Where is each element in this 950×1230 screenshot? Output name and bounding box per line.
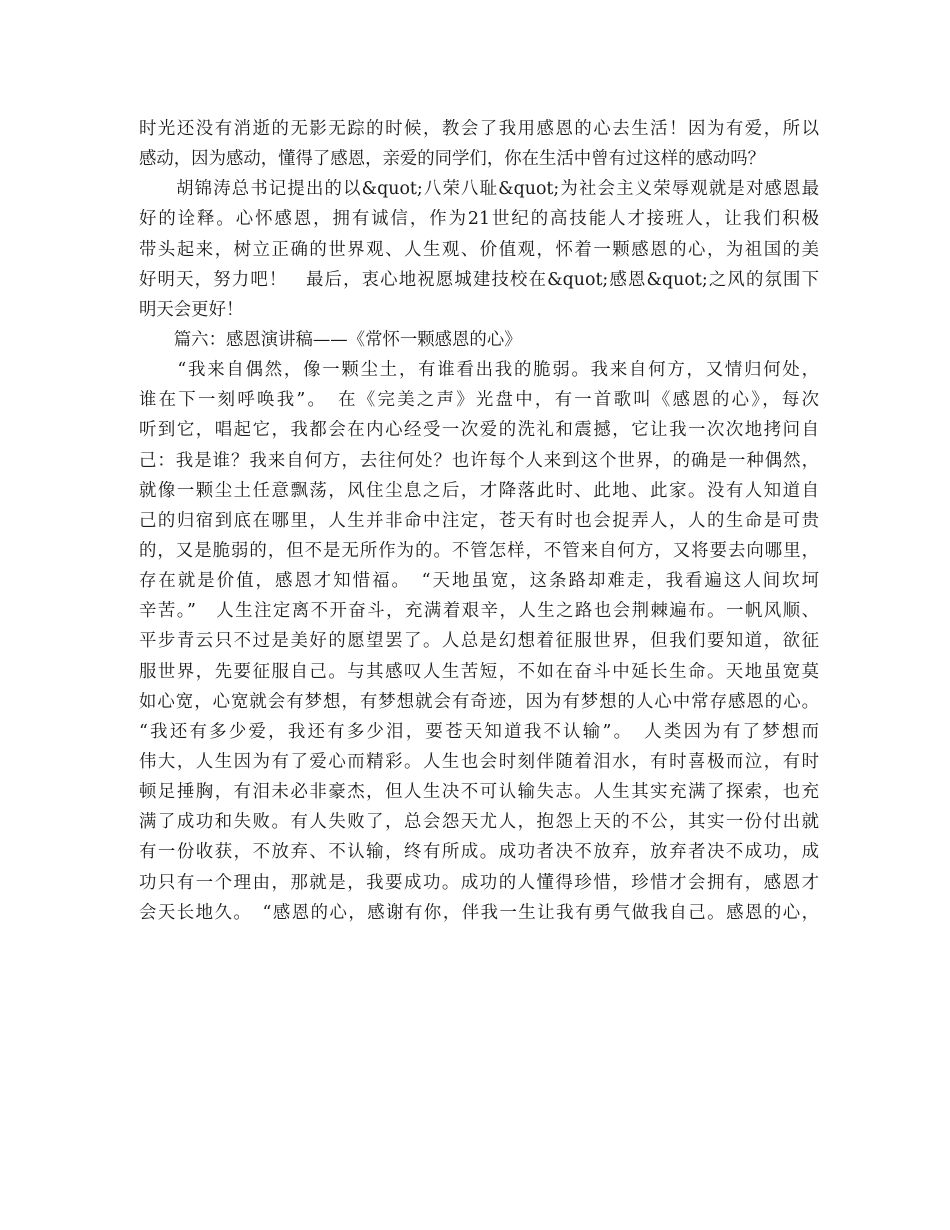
text-line: 己：我是谁？我来自何方，去往何处？也许每个人来到这个世界，的确是一种偶然， xyxy=(139,450,819,471)
text-line: 的，又是脆弱的，但不是无所作为的。不管怎样，不管来自何方，又将要去向哪里， xyxy=(139,540,819,561)
text-line: 就像一颗尘土任意飘荡，风住尘息之后，才降落此时、此地、此家。没有人知道自 xyxy=(139,480,819,501)
text-line: 带头起来，树立正确的世界观、人生观、价值观，怀着一颗感恩的心，为祖国的美 xyxy=(139,239,819,260)
text-line: 己的归宿到底在哪里，人生并非命中注定，苍天有时也会捉弄人，人的生命是可贵 xyxy=(139,510,819,531)
text-line: 感动，因为感动，懂得了感恩，亲爱的同学们，你在生活中曾有过这样的感动吗？ xyxy=(139,149,766,170)
text-line: 满了成功和失败。有人失败了，总会怨天尤人，抱怨上天的不公，其实一份付出就 xyxy=(139,812,819,833)
text-line: 如心宽，心宽就会有梦想，有梦想就会有奇迹，因为有梦想的人心中常存感恩的心。 xyxy=(139,691,819,712)
text-line: 辛苦。” 人生注定离不开奋斗，充满着艰辛，人生之路也会荆棘遍布。一帆风顺、 xyxy=(139,601,819,622)
text-line: 有一份收获，不放弃、不认输，终有所成。成功者决不放弃，放弃者决不成功，成 xyxy=(139,842,819,863)
text-line: 会天长地久。 “感恩的心，感谢有你，伴我一生让我有勇气做我自己。感恩的心， xyxy=(139,902,819,923)
text-line: 时光还没有消逝的无影无踪的时候，教会了我用感恩的心去生活！因为有爱，所以 xyxy=(139,119,819,139)
text-line: 篇六：感恩演讲稿——《常怀一颗感恩的心》 xyxy=(139,329,522,350)
text-line: 伟大，人生因为有了爱心而精彩。人生也会时刻伴随着泪水，有时喜极而泣，有时 xyxy=(139,751,819,772)
text-line: 服世界，先要征服自己。与其感叹人生苦短，不如在奋斗中延长生命。天地虽宽莫 xyxy=(139,661,819,682)
text-line: “我还有多少爱，我还有多少泪，要苍天知道我不认输”。 人类因为有了梦想而 xyxy=(139,721,819,742)
text-line: 明天会更好！ xyxy=(139,299,244,320)
body-text xyxy=(139,114,819,928)
text-line: 好的诠释。心怀感恩，拥有诚信，作为21世纪的高技能人才接班人，让我们积极 xyxy=(139,209,819,230)
text-line: 存在就是价值，感恩才知惜福。 “天地虽宽，这条路却难走，我看遍这人间坎坷 xyxy=(139,571,819,592)
text-line: 好明天，努力吧！ 最后，衷心地祝愿城建技校在&quot;感恩&quot;之风的氛围下 xyxy=(139,269,819,290)
text-line: 功只有一个理由，那就是，我要成功。成功的人懂得珍惜，珍惜才会拥有，感恩才 xyxy=(139,872,819,893)
text-line: “我来自偶然，像一颗尘土，有谁看出我的脆弱。我来自何方，又情归何处， xyxy=(139,360,819,381)
text-line: 听到它，唱起它，我都会在内心经受一次爱的洗礼和震撼，它让我一次次地拷问自 xyxy=(139,420,819,441)
text-line: 顿足捶胸，有泪未必非豪杰，但人生决不可认输失志。人生其实充满了探索，也充 xyxy=(139,782,819,803)
text-line: 平步青云只不过是美好的愿望罢了。人总是幻想着征服世界，但我们要知道，欲征 xyxy=(139,631,819,652)
text-line: 谁在下一刻呼唤我”。 在《完美之声》光盘中，有一首歌叫《感恩的心》，每次 xyxy=(139,390,819,411)
text-line: 胡锦涛总书记提出的以&quot;八荣八耻&quot;为社会主义荣辱观就是对感恩最 xyxy=(139,179,819,200)
